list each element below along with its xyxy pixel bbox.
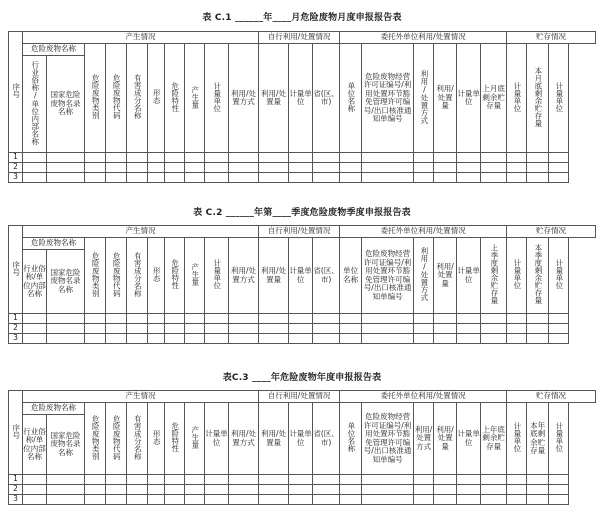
col-industry-name: 行业俗称/单位内部名称 — [23, 56, 47, 153]
col-end-storage: 本季度剩余贮存量 — [527, 238, 549, 314]
col-out-method: 利用/处置方式 — [414, 238, 434, 314]
group-self: 自行利用/处置情况 — [259, 32, 340, 44]
col-seq: 序号 — [9, 391, 23, 475]
table-c3 — [8, 390, 596, 505]
col-form: 形态 — [148, 238, 165, 314]
col-province: 省(区、市) — [313, 44, 340, 153]
col-out-method: 利用/处置方式 — [414, 403, 434, 475]
col-out-method: 利用/处置方式 — [414, 44, 434, 153]
table-row — [9, 334, 596, 344]
col-property: 危险特性 — [165, 403, 185, 475]
col-code: 危险废物代码 — [106, 44, 127, 153]
table-c3-title: 表C.3 ____年危险废物年度申报报告表 — [222, 373, 382, 383]
table-c1-title: 表 C.1 ______年____月危险废物月度申报报告表 — [202, 13, 402, 23]
col-storage-unit: 计量单位 — [507, 403, 527, 475]
col-form: 形态 — [148, 403, 165, 475]
col-amount: 产生量 — [185, 238, 205, 314]
col-industry-name: 行业俗称/单位内部名称 — [23, 250, 47, 314]
group-production: 产生情况 — [23, 226, 259, 238]
col-national-name: 国家危险废物名录名称 — [47, 56, 85, 153]
row-number: 3 — [9, 173, 23, 183]
col-company: 单位名称 — [340, 238, 362, 314]
table-row — [9, 314, 596, 324]
col-amount: 产生量 — [185, 44, 205, 153]
col-license: 危险废物经营许可证编号/利用处置环节豁免管理许可编号/出口核准通知单编号 — [362, 238, 414, 314]
col-self-method: 利用/处置方式 — [229, 238, 259, 314]
col-self-method: 利用/处置方式 — [229, 403, 259, 475]
col-self-amount: 利用/处置量 — [259, 238, 289, 314]
col-license: 危险废物经营许可证编号/利用处置环节豁免管理许可编号/出口核准通知单编号 — [362, 44, 414, 153]
col-unit: 计量单位 — [205, 238, 229, 314]
col-national-name: 国家危险废物名录名称 — [47, 415, 85, 475]
col-self-unit: 计量单位 — [289, 238, 313, 314]
col-self-method: 利用/处置方式 — [229, 44, 259, 153]
col-unit: 计量单位 — [205, 44, 229, 153]
group-outsourced: 委托外单位利用/处置情况 — [340, 32, 507, 44]
col-storage-unit2: 计量单位 — [549, 238, 569, 314]
col-code: 危险废物代码 — [106, 238, 127, 314]
col-end-storage: 本月底剩余贮存量 — [527, 44, 549, 153]
group-production: 产生情况 — [23, 32, 259, 44]
col-waste-name: 危险废物名称 — [23, 44, 85, 56]
col-storage-unit: 计量单位 — [507, 238, 527, 314]
row-number: 2 — [9, 163, 23, 173]
col-license: 危险废物经营许可证编号/利用处置环节豁免管理许可编号/出口核准通知单编号 — [362, 403, 414, 475]
col-start-storage: 上季度剩余贮存量 — [481, 238, 507, 314]
col-province: 省(区、市) — [313, 238, 340, 314]
col-start-storage: 上年底剩余贮存量 — [481, 403, 507, 475]
row-number: 1 — [9, 475, 23, 485]
group-storage: 贮存情况 — [507, 226, 596, 238]
col-company: 单位名称 — [340, 44, 362, 153]
table-row — [9, 495, 596, 505]
col-self-amount: 利用/处置量 — [259, 403, 289, 475]
col-national-name: 国家危险废物名录名称 — [47, 250, 85, 314]
table-row — [9, 173, 596, 183]
table-c1 — [8, 31, 596, 183]
row-number: 2 — [9, 324, 23, 334]
table-row — [9, 163, 596, 173]
group-self: 自行利用/处置情况 — [259, 226, 340, 238]
col-hazardous-component: 有害成分名称 — [127, 403, 148, 475]
col-self-unit: 计量单位 — [289, 44, 313, 153]
col-province: 省(区、市) — [313, 403, 340, 475]
col-property: 危险特性 — [165, 238, 185, 314]
col-waste-name: 危险废物名称 — [23, 238, 85, 250]
col-seq: 序号 — [9, 32, 23, 153]
row-number: 1 — [9, 153, 23, 163]
group-storage: 贮存情况 — [507, 391, 596, 403]
row-number: 2 — [9, 485, 23, 495]
col-out-unit: 计量单位 — [457, 238, 481, 314]
col-self-amount: 利用/处置量 — [259, 44, 289, 153]
col-storage-unit2: 计量单位 — [549, 403, 569, 475]
col-self-unit: 计量单位 — [289, 403, 313, 475]
group-production: 产生情况 — [23, 391, 259, 403]
group-outsourced: 委托外单位利用/处置情况 — [340, 226, 507, 238]
group-outsourced: 委托外单位利用/处置情况 — [340, 391, 507, 403]
group-storage: 贮存情况 — [507, 32, 596, 44]
col-category: 危险废物类别 — [85, 403, 106, 475]
col-out-amount: 利用/处置量 — [434, 44, 457, 153]
col-company: 单位名称 — [340, 403, 362, 475]
col-industry-name: 行业俗称/单位内部名称 — [23, 415, 47, 475]
table-row — [9, 475, 596, 485]
col-unit: 计量单位 — [205, 403, 229, 475]
col-out-unit: 计量单位 — [457, 44, 481, 153]
row-number: 1 — [9, 314, 23, 324]
col-storage-unit: 计量单位 — [507, 44, 527, 153]
col-out-amount: 利用/处置量 — [434, 403, 457, 475]
table-row — [9, 485, 596, 495]
col-out-unit: 计量单位 — [457, 403, 481, 475]
col-form: 形态 — [148, 44, 165, 153]
row-number: 3 — [9, 495, 23, 505]
col-code: 危险废物代码 — [106, 403, 127, 475]
col-end-storage: 本年底剩余贮存量 — [527, 403, 549, 475]
col-category: 危险废物类别 — [85, 44, 106, 153]
col-property: 危险特性 — [165, 44, 185, 153]
col-start-storage: 上月底剩余贮存量 — [481, 44, 507, 153]
col-out-amount: 利用/处置量 — [434, 238, 457, 314]
col-waste-name: 危险废物名称 — [23, 403, 85, 415]
col-hazardous-component: 有害成分名称 — [127, 44, 148, 153]
table-row — [9, 324, 596, 334]
group-self: 自行利用/处置情况 — [259, 391, 340, 403]
col-seq: 序号 — [9, 226, 23, 314]
col-storage-unit2: 计量单位 — [549, 44, 569, 153]
col-amount: 产生量 — [185, 403, 205, 475]
table-c2 — [8, 225, 596, 344]
col-hazardous-component: 有害成分名称 — [127, 238, 148, 314]
row-number: 3 — [9, 334, 23, 344]
col-category: 危险废物类别 — [85, 238, 106, 314]
table-c2-title: 表 C.2 ______年第____季度危险废物季度申报报告表 — [193, 208, 411, 218]
table-row — [9, 153, 596, 163]
